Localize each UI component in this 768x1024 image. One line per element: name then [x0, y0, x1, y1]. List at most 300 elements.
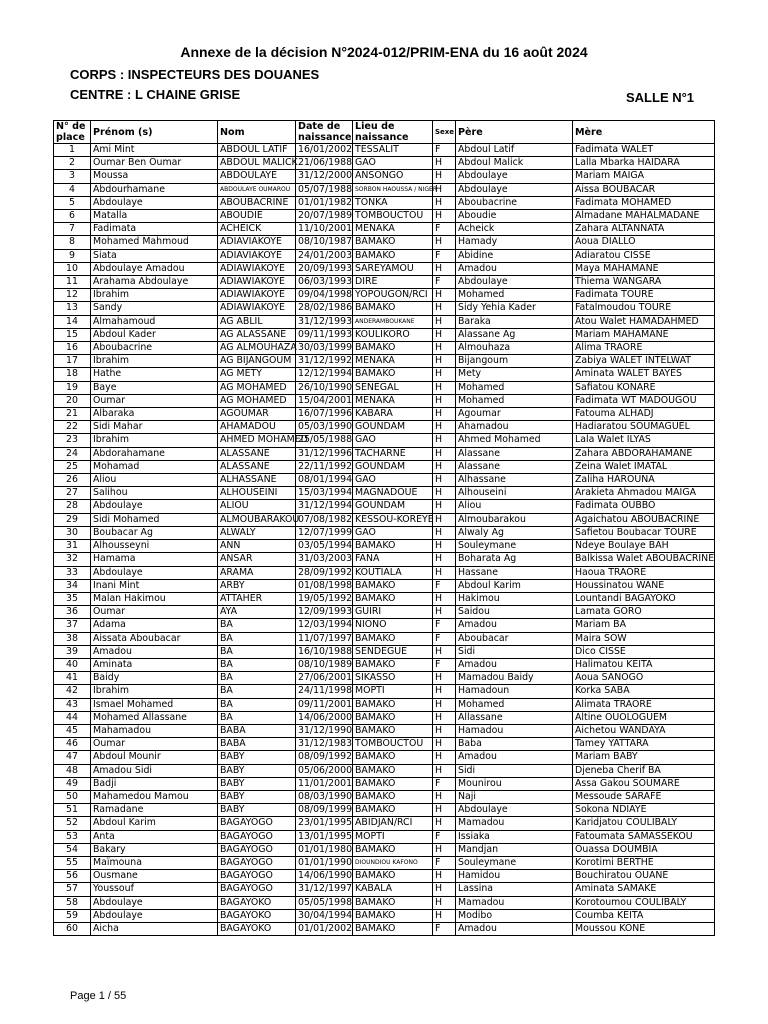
cell-prenom: Baye — [91, 381, 218, 394]
cell-place: 24 — [54, 447, 91, 460]
cell-prenom: Mahamedou Mamou — [91, 790, 218, 803]
table-row — [54, 592, 715, 605]
cell-date: 16/01/2002 — [296, 144, 353, 157]
cell-lieu: BAMAKO — [353, 870, 433, 883]
cell-mere: Fatouma ALHADJ — [573, 408, 715, 421]
cell-sexe: H — [433, 236, 456, 249]
cell-sexe: H — [433, 368, 456, 381]
cell-place: 44 — [54, 711, 91, 724]
cell-place: 54 — [54, 843, 91, 856]
cell-date: 20/07/1989 — [296, 210, 353, 223]
cell-prenom: Boubacar Ag — [91, 526, 218, 539]
cell-pere: Alhassane — [456, 474, 573, 487]
cell-place: 28 — [54, 500, 91, 513]
cell-mere: Maira SOW — [573, 632, 715, 645]
cell-sexe: F — [433, 144, 456, 157]
cell-lieu: MOPTI — [353, 685, 433, 698]
cell-nom: BA — [218, 658, 296, 671]
cell-prenom: Youssouf — [91, 883, 218, 896]
candidates-table — [53, 120, 715, 936]
cell-date: 09/11/1993 — [296, 328, 353, 341]
table-row — [54, 738, 715, 751]
cell-prenom: Aicha — [91, 922, 218, 935]
cell-date: 25/05/1988 — [296, 434, 353, 447]
table-row — [54, 355, 715, 368]
cell-lieu: GAO — [353, 526, 433, 539]
cell-pere: Amadou — [456, 751, 573, 764]
table-row — [54, 685, 715, 698]
cell-date: 08/01/1994 — [296, 474, 353, 487]
cell-pere: Alhouseini — [456, 487, 573, 500]
cell-mere: Thiema WANGARA — [573, 276, 715, 289]
table-row — [54, 632, 715, 645]
cell-date: 08/09/1992 — [296, 751, 353, 764]
table-row — [54, 579, 715, 592]
cell-lieu: BAMAKO — [353, 896, 433, 909]
cell-prenom: Aminata — [91, 658, 218, 671]
cell-prenom: Arahama Abdoulaye — [91, 276, 218, 289]
cell-pere: Abdoulaye — [456, 276, 573, 289]
cell-nom: ADIAWIAKOYE — [218, 302, 296, 315]
cell-mere: Atou Walet HAMADAHMED — [573, 315, 715, 328]
cell-pere: Alassane — [456, 447, 573, 460]
cell-pere: Almouhaza — [456, 342, 573, 355]
cell-prenom: Maïmouna — [91, 856, 218, 869]
cell-mere: Safiatou KONARE — [573, 381, 715, 394]
cell-nom: BAGAYOKO — [218, 922, 296, 935]
cell-lieu: SIKASSO — [353, 672, 433, 685]
cell-nom: ARBY — [218, 579, 296, 592]
cell-place: 47 — [54, 751, 91, 764]
cell-pere: Amadou — [456, 922, 573, 935]
table-row — [54, 183, 715, 196]
cell-sexe: H — [433, 592, 456, 605]
cell-sexe: H — [433, 421, 456, 434]
cell-mere: Maya MAHAMANE — [573, 262, 715, 275]
table-row — [54, 698, 715, 711]
cell-lieu: BAMAKO — [353, 843, 433, 856]
cell-prenom: Mohamed Allassane — [91, 711, 218, 724]
table-row — [54, 619, 715, 632]
cell-sexe: H — [433, 870, 456, 883]
cell-place: 19 — [54, 381, 91, 394]
cell-place: 14 — [54, 315, 91, 328]
table-row — [54, 447, 715, 460]
cell-prenom: Abdoulaye — [91, 196, 218, 209]
cell-lieu: BAMAKO — [353, 804, 433, 817]
cell-nom: BABY — [218, 777, 296, 790]
cell-nom: AYA — [218, 606, 296, 619]
cell-mere: Mariam MAHAMANE — [573, 328, 715, 341]
cell-sexe: H — [433, 606, 456, 619]
cell-lieu: BAMAKO — [353, 342, 433, 355]
cell-place: 42 — [54, 685, 91, 698]
cell-place: 6 — [54, 210, 91, 223]
cell-sexe: H — [433, 262, 456, 275]
cell-prenom: Fadimata — [91, 223, 218, 236]
cell-date: 05/05/1998 — [296, 896, 353, 909]
cell-date: 05/07/1988 — [296, 183, 353, 196]
table-row — [54, 553, 715, 566]
table-row — [54, 764, 715, 777]
cell-prenom: Baidy — [91, 672, 218, 685]
cell-sexe: F — [433, 276, 456, 289]
cell-nom: AG METY — [218, 368, 296, 381]
cell-place: 31 — [54, 540, 91, 553]
cell-sexe: H — [433, 474, 456, 487]
cell-sexe: H — [433, 790, 456, 803]
cell-prenom: Abdoulaye — [91, 909, 218, 922]
col-header-prenom: Prénom (s) — [91, 121, 218, 144]
cell-date: 23/01/1995 — [296, 817, 353, 830]
cell-sexe: H — [433, 685, 456, 698]
cell-date: 08/09/1999 — [296, 804, 353, 817]
cell-nom: ALWALY — [218, 526, 296, 539]
cell-sexe: H — [433, 698, 456, 711]
cell-sexe: H — [433, 157, 456, 170]
cell-mere: Coumba KEITA — [573, 909, 715, 922]
cell-mere: Safietou Boubacar TOURE — [573, 526, 715, 539]
cell-sexe: F — [433, 658, 456, 671]
cell-date: 21/06/1988 — [296, 157, 353, 170]
cell-pere: Hassane — [456, 566, 573, 579]
cell-sexe: H — [433, 183, 456, 196]
cell-place: 56 — [54, 870, 91, 883]
cell-place: 40 — [54, 658, 91, 671]
cell-place: 16 — [54, 342, 91, 355]
cell-lieu: BAMAKO — [353, 751, 433, 764]
cell-lieu: MOPTI — [353, 830, 433, 843]
cell-date: 28/09/1992 — [296, 566, 353, 579]
cell-date: 31/12/1997 — [296, 883, 353, 896]
table-header-row — [54, 121, 715, 144]
cell-nom: AG ABLIL — [218, 315, 296, 328]
cell-nom: ALMOUBARAKOU — [218, 513, 296, 526]
cell-pere: Saidou — [456, 606, 573, 619]
cell-date: 11/01/2001 — [296, 777, 353, 790]
cell-lieu: FANA — [353, 553, 433, 566]
cell-pere: Souleymane — [456, 856, 573, 869]
table-row — [54, 513, 715, 526]
document-title: Annexe de la décision N°2024-012/PRIM-ENA du 16 août 2024 — [180, 44, 588, 60]
cell-mere: Zahara ALTANNATA — [573, 223, 715, 236]
cell-lieu: BAMAKO — [353, 711, 433, 724]
cell-prenom: Sidi Mahar — [91, 421, 218, 434]
cell-nom: AG ALMOUHAZA — [218, 342, 296, 355]
cell-date: 09/11/2001 — [296, 698, 353, 711]
cell-lieu: BAMAKO — [353, 922, 433, 935]
cell-sexe: H — [433, 804, 456, 817]
cell-lieu: TOMBOUCTOU — [353, 738, 433, 751]
cell-date: 07/08/1982 — [296, 513, 353, 526]
corps-heading: CORPS : INSPECTEURS DES DOUANES — [70, 67, 320, 82]
cell-prenom: Matalla — [91, 210, 218, 223]
table-row — [54, 711, 715, 724]
cell-prenom: Albaraka — [91, 408, 218, 421]
cell-pere: Modibo — [456, 909, 573, 922]
cell-date: 16/10/1988 — [296, 645, 353, 658]
cell-sexe: H — [433, 738, 456, 751]
cell-prenom: Abdoulaye — [91, 566, 218, 579]
cell-lieu: GUIRI — [353, 606, 433, 619]
cell-mere: Fatalmoudou TOURE — [573, 302, 715, 315]
cell-sexe: H — [433, 540, 456, 553]
cell-pere: Alwaly Ag — [456, 526, 573, 539]
table-row — [54, 196, 715, 209]
cell-place: 27 — [54, 487, 91, 500]
cell-pere: Baba — [456, 738, 573, 751]
cell-nom: ADIAVIAKOYE — [218, 236, 296, 249]
cell-pere: Hamady — [456, 236, 573, 249]
cell-pere: Aboudie — [456, 210, 573, 223]
table-row — [54, 170, 715, 183]
cell-date: 27/06/2001 — [296, 672, 353, 685]
cell-place: 4 — [54, 183, 91, 196]
cell-mere: Fadimata OUBBO — [573, 500, 715, 513]
cell-mere: Aissa BOUBACAR — [573, 183, 715, 196]
cell-place: 46 — [54, 738, 91, 751]
cell-place: 1 — [54, 144, 91, 157]
cell-lieu: GAO — [353, 434, 433, 447]
cell-place: 59 — [54, 909, 91, 922]
cell-prenom: Aliou — [91, 474, 218, 487]
cell-lieu: BAMAKO — [353, 698, 433, 711]
cell-date: 09/04/1998 — [296, 289, 353, 302]
cell-place: 26 — [54, 474, 91, 487]
cell-pere: Abdoulaye — [456, 170, 573, 183]
cell-prenom: Amadou — [91, 645, 218, 658]
cell-mere: Zahara ABDORAHAMANE — [573, 447, 715, 460]
cell-nom: BA — [218, 645, 296, 658]
cell-sexe: H — [433, 196, 456, 209]
cell-pere: Mohamed — [456, 289, 573, 302]
cell-prenom: Oumar — [91, 738, 218, 751]
table-row — [54, 896, 715, 909]
table-row — [54, 394, 715, 407]
cell-prenom: Ousmane — [91, 870, 218, 883]
table-row — [54, 817, 715, 830]
cell-nom: BA — [218, 672, 296, 685]
cell-sexe: H — [433, 302, 456, 315]
cell-date: 30/03/1999 — [296, 342, 353, 355]
cell-place: 60 — [54, 922, 91, 935]
cell-mere: Assa Gakou SOUMARE — [573, 777, 715, 790]
cell-place: 25 — [54, 460, 91, 473]
cell-place: 21 — [54, 408, 91, 421]
cell-mere: Fadimata MOHAMED — [573, 196, 715, 209]
cell-place: 45 — [54, 724, 91, 737]
cell-date: 31/12/1993 — [296, 315, 353, 328]
cell-date: 30/04/1994 — [296, 909, 353, 922]
cell-place: 55 — [54, 856, 91, 869]
cell-pere: Mamadou — [456, 817, 573, 830]
cell-nom: BA — [218, 632, 296, 645]
table-row — [54, 751, 715, 764]
cell-prenom: Sidi Mohamed — [91, 513, 218, 526]
cell-nom: BAGAYOGO — [218, 817, 296, 830]
cell-sexe: F — [433, 830, 456, 843]
cell-date: 01/01/1990 — [296, 856, 353, 869]
cell-pere: Abdoul Karim — [456, 579, 573, 592]
cell-sexe: F — [433, 856, 456, 869]
cell-place: 8 — [54, 236, 91, 249]
cell-date: 24/11/1998 — [296, 685, 353, 698]
cell-lieu: SENEGAL — [353, 381, 433, 394]
cell-sexe: H — [433, 447, 456, 460]
cell-mere: Fadimata TOURE — [573, 289, 715, 302]
cell-sexe: H — [433, 843, 456, 856]
cell-lieu: BAMAKO — [353, 724, 433, 737]
cell-prenom: Abdorahamane — [91, 447, 218, 460]
cell-lieu: MENAKA — [353, 394, 433, 407]
cell-mere: Lamata GORO — [573, 606, 715, 619]
cell-lieu: SAREYAMOU — [353, 262, 433, 275]
cell-pere: Almoubarakou — [456, 513, 573, 526]
cell-date: 15/03/1994 — [296, 487, 353, 500]
cell-prenom: Mahamadou — [91, 724, 218, 737]
cell-sexe: F — [433, 579, 456, 592]
table-row — [54, 870, 715, 883]
cell-pere: Naji — [456, 790, 573, 803]
cell-pere: Ahmed Mohamed — [456, 434, 573, 447]
cell-date: 05/06/2000 — [296, 764, 353, 777]
cell-lieu: ABIDJAN/RCI — [353, 817, 433, 830]
cell-nom: ALHOUSEINI — [218, 487, 296, 500]
cell-sexe: H — [433, 553, 456, 566]
cell-lieu: MENAKA — [353, 223, 433, 236]
cell-mere: Korotoumou COULIBALY — [573, 896, 715, 909]
col-header-mere: Mère — [573, 121, 715, 144]
cell-date: 12/07/1999 — [296, 526, 353, 539]
centre-heading: CENTRE : L CHAINE GRISE — [70, 87, 241, 102]
cell-prenom: Siata — [91, 249, 218, 262]
table-row — [54, 606, 715, 619]
cell-pere: Alassane Ag — [456, 328, 573, 341]
table-row — [54, 342, 715, 355]
table-row — [54, 276, 715, 289]
cell-prenom: Moussa — [91, 170, 218, 183]
cell-mere: Lalla Mbarka HAIDARA — [573, 157, 715, 170]
cell-lieu: TACHARNE — [353, 447, 433, 460]
cell-nom: AG ALASSANE — [218, 328, 296, 341]
cell-pere: Sidi — [456, 764, 573, 777]
cell-mere: Lountandi BAGAYOKO — [573, 592, 715, 605]
cell-nom: ADIAVIAKOYE — [218, 249, 296, 262]
cell-date: 28/02/1986 — [296, 302, 353, 315]
table-row — [54, 540, 715, 553]
cell-lieu: BAMAKO — [353, 764, 433, 777]
table-row — [54, 262, 715, 275]
cell-mere: Korotimi BERTHE — [573, 856, 715, 869]
cell-mere: Zabiya WALET INTELWAT — [573, 355, 715, 368]
cell-mere: Djeneba Cherif BA — [573, 764, 715, 777]
cell-prenom: Malan Hakimou — [91, 592, 218, 605]
cell-prenom: Abdoulaye Amadou — [91, 262, 218, 275]
cell-date: 01/01/2002 — [296, 922, 353, 935]
cell-lieu: GOUNDAM — [353, 421, 433, 434]
cell-pere: Sidi — [456, 645, 573, 658]
cell-place: 48 — [54, 764, 91, 777]
cell-mere: Fatoumata SAMASSEKOU — [573, 830, 715, 843]
cell-mere: Aoua DIALLO — [573, 236, 715, 249]
cell-sexe: H — [433, 711, 456, 724]
cell-lieu: BAMAKO — [353, 777, 433, 790]
cell-nom: ARAMA — [218, 566, 296, 579]
table-row — [54, 210, 715, 223]
table-row — [54, 328, 715, 341]
cell-place: 29 — [54, 513, 91, 526]
cell-pere: Abdoul Malick — [456, 157, 573, 170]
cell-lieu: ANSONGO — [353, 170, 433, 183]
cell-mere: Dico CISSE — [573, 645, 715, 658]
cell-nom: BABY — [218, 751, 296, 764]
cell-place: 52 — [54, 817, 91, 830]
cell-place: 11 — [54, 276, 91, 289]
cell-lieu: NIONO — [353, 619, 433, 632]
cell-mere: Sokona NDIAYE — [573, 804, 715, 817]
cell-prenom: Anta — [91, 830, 218, 843]
cell-sexe: F — [433, 922, 456, 935]
cell-lieu: YOPOUGON/RCI — [353, 289, 433, 302]
cell-mere: Zeina Walet IMATAL — [573, 460, 715, 473]
cell-nom: AHMED MOHAMED — [218, 434, 296, 447]
cell-nom: ABOUBACRINE — [218, 196, 296, 209]
cell-lieu: GAO — [353, 474, 433, 487]
cell-prenom: Ibrahim — [91, 434, 218, 447]
cell-place: 43 — [54, 698, 91, 711]
cell-lieu: KABARA — [353, 408, 433, 421]
cell-nom: BABY — [218, 790, 296, 803]
cell-mere: Bouchiratou OUANE — [573, 870, 715, 883]
cell-sexe: H — [433, 526, 456, 539]
cell-date: 01/01/1982 — [296, 196, 353, 209]
table-row — [54, 315, 715, 328]
cell-sexe: H — [433, 751, 456, 764]
table-row — [54, 408, 715, 421]
cell-prenom: Bakary — [91, 843, 218, 856]
cell-nom: ABDOULAYE — [218, 170, 296, 183]
cell-mere: Lala Walet ILYAS — [573, 434, 715, 447]
cell-mere: Agaichatou ABOUBACRINE — [573, 513, 715, 526]
cell-place: 58 — [54, 896, 91, 909]
cell-date: 31/12/1983 — [296, 738, 353, 751]
cell-sexe: H — [433, 513, 456, 526]
cell-prenom: Abdoul Mounir — [91, 751, 218, 764]
cell-nom: ADIAWIAKOYE — [218, 276, 296, 289]
cell-date: 14/06/2000 — [296, 711, 353, 724]
cell-prenom: Ibrahim — [91, 355, 218, 368]
cell-lieu: KOUTIALA — [353, 566, 433, 579]
cell-place: 18 — [54, 368, 91, 381]
cell-prenom: Ibrahim — [91, 685, 218, 698]
table-row — [54, 421, 715, 434]
salle-heading: SALLE N°1 — [626, 90, 695, 105]
cell-prenom: Abdoul Karim — [91, 817, 218, 830]
cell-date: 22/11/1992 — [296, 460, 353, 473]
cell-lieu: BAMAKO — [353, 540, 433, 553]
table-row — [54, 236, 715, 249]
cell-nom: ALHASSANE — [218, 474, 296, 487]
cell-sexe: H — [433, 724, 456, 737]
cell-mere: Halimatou KEITA — [573, 658, 715, 671]
cell-date: 08/10/1987 — [296, 236, 353, 249]
cell-date: 08/03/1990 — [296, 790, 353, 803]
cell-mere: Karidjatou COULIBALY — [573, 817, 715, 830]
cell-place: 33 — [54, 566, 91, 579]
cell-sexe: H — [433, 381, 456, 394]
cell-mere: Hadiaratou SOUMAGUEL — [573, 421, 715, 434]
cell-date: 06/03/1993 — [296, 276, 353, 289]
